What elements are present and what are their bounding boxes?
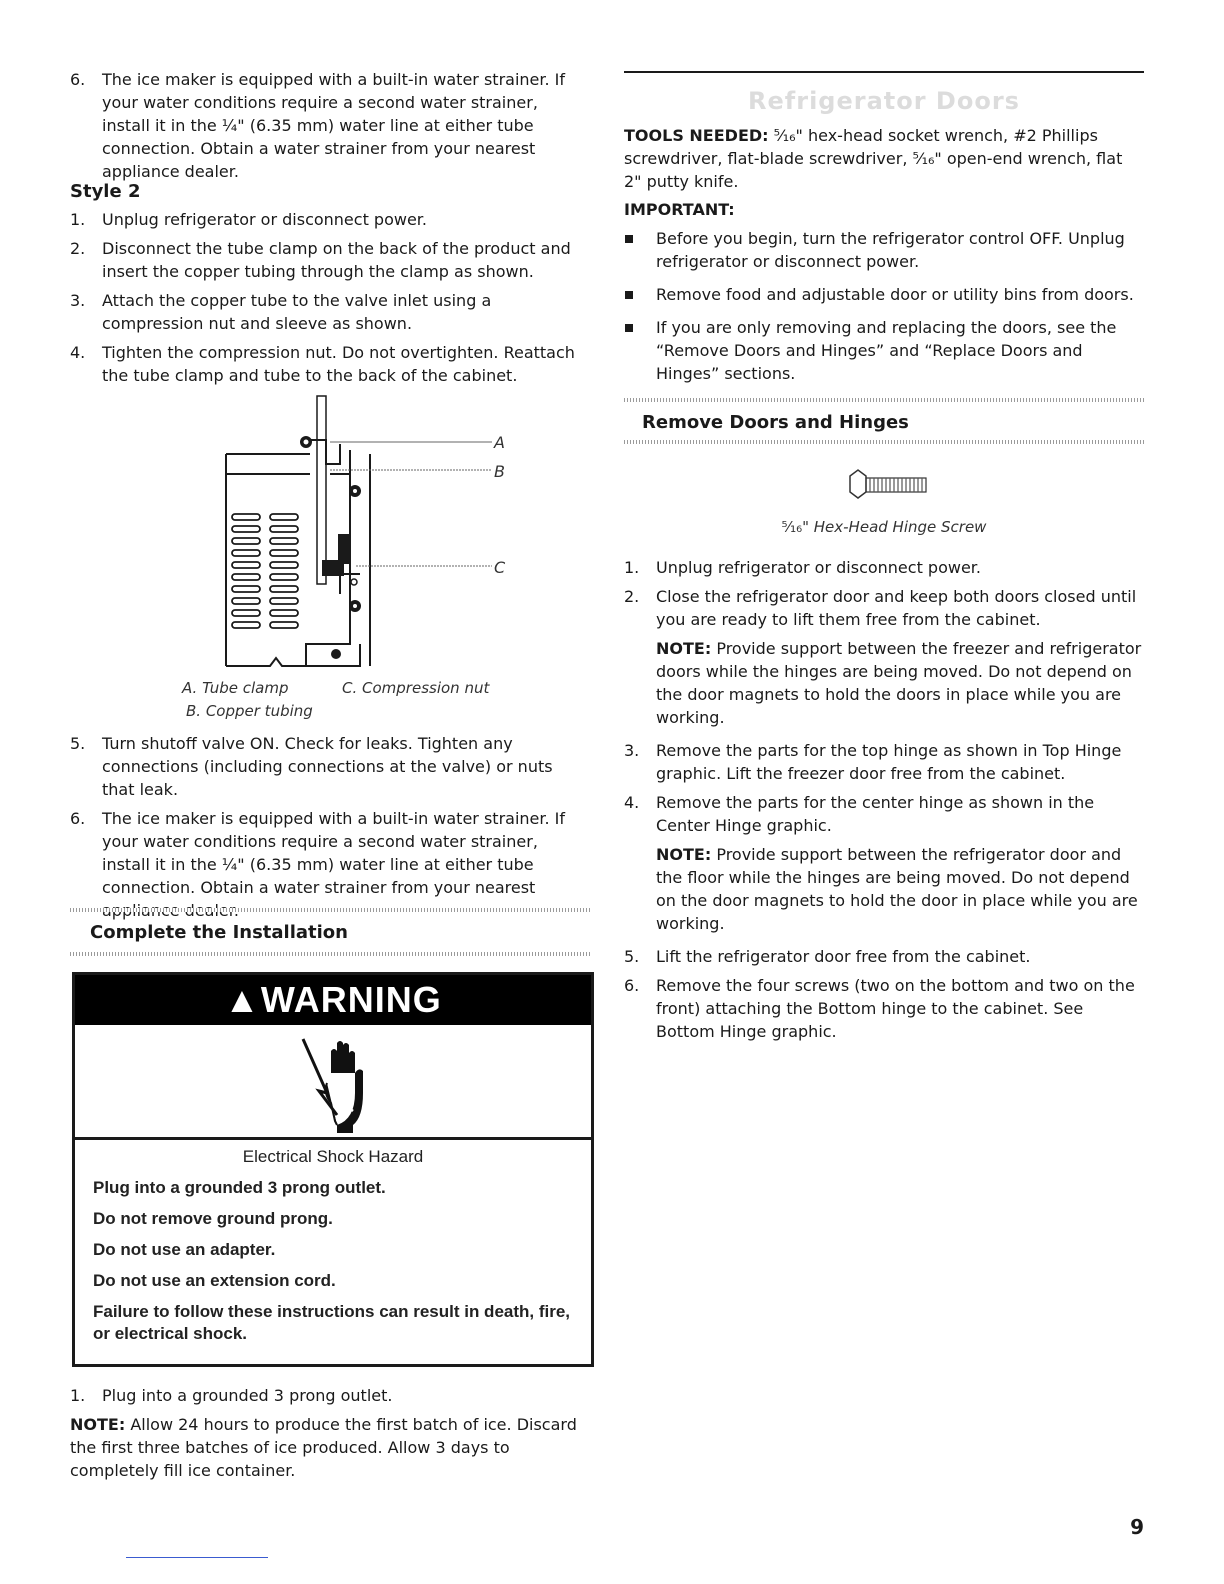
important-label: IMPORTANT: <box>624 200 735 219</box>
list-item-note: NOTE: Provide support between the refrigerator door and the floor while the hinges are being moved. Do not depend on the door magnets to hold the door in place while you are working. <box>656 845 1138 933</box>
warning-body <box>75 1140 591 1364</box>
list-item: 6. The ice maker is equipped with a built-in water strainer. If your water conditions require a second water strainer, install it in the ¼" (6.35 mm) water line at either tube connection. Obtain a water strainer from your nearest appliance dealer. <box>70 70 566 181</box>
hazard-title: Electrical Shock Hazard <box>242 1147 424 1166</box>
caption-c: C. Compression nut <box>342 679 490 697</box>
list-item: 6. The ice maker is equipped with a built-in water strainer. If your water conditions require a second water strainer, install it in the ¼" (6.35 mm) water line at either tube connection. Obtain a water strainer from your nearest <box>70 809 566 897</box>
caption-a: A. Tube clamp <box>182 679 289 697</box>
label-b: B <box>494 462 505 481</box>
footer-line <box>126 1557 268 1558</box>
remove-doors-section <box>624 398 1144 446</box>
list-item: 1. Plug into a grounded 3 prong outlet. <box>70 1386 393 1405</box>
style2-heading: Style 2 <box>70 181 141 202</box>
section-heading: Complete the Installation <box>90 922 348 943</box>
list-item: 6. Remove the four screws (two on the bottom and two on the front) attaching the Bottom hinge to the cabinet. See Bottom Hinge graphic. <box>624 976 1135 1041</box>
screw-caption: ⁵⁄₁₆" Hex-Head Hinge Screw <box>781 518 987 536</box>
valve-diagram-icon <box>210 394 530 674</box>
tools-needed: TOOLS NEEDED: ⁵⁄₁₆" hex-head socket wrench, #2 Phillips screwdriver, flat-blade screwdriver, ⁵⁄₁₆" open-end wrench, flat 2" putty knife. <box>624 126 1123 191</box>
list-item: 5. Turn shutoff valve ON. Check for leaks. Tighten any connections (including connections at the valve) or nuts that leak. <box>70 734 553 799</box>
warning-box <box>72 972 594 1367</box>
warning-line: Do not remove ground prong. <box>93 1209 333 1228</box>
tube-clamp-figure <box>210 394 530 674</box>
bullet-item: Before you begin, turn the refrigerator control OFF. Unplug refrigerator or disconnect power. <box>624 227 1144 273</box>
list-item: 1. Unplug refrigerator or disconnect power. <box>624 558 981 577</box>
list-item: 1. Unplug refrigerator or disconnect power. <box>70 210 427 229</box>
complete-installation-section <box>70 908 590 956</box>
warning-line: Plug into a grounded 3 prong outlet. <box>93 1178 386 1197</box>
bullet-item: Remove food and adjustable door or utility bins from doors. <box>624 283 1144 306</box>
list-item-note: NOTE: Provide support between the freezer and refrigerator doors while the hinges are being moved. Do not depend on the door magnets to hold the doors in place while you are working. <box>656 639 1142 727</box>
page-title: Refrigerator Doors <box>748 87 1020 115</box>
caption-b: B. Copper tubing <box>186 702 313 720</box>
page-number: 9 <box>1130 1515 1144 1539</box>
hex-screw-icon <box>844 466 934 502</box>
list-item: 5. Lift the refrigerator door free from the cabinet. <box>624 947 1031 966</box>
warning-header: ▲WARNING <box>75 975 591 1025</box>
list-item: 3. Attach the copper tube to the valve inlet using a compression nut and sleeve as shown. <box>70 291 492 333</box>
section-heading: Remove Doors and Hinges <box>642 412 909 433</box>
warning-triangle-icon: ▲ <box>224 979 261 1020</box>
note-paragraph: NOTE: Allow 24 hours to produce the first batch of ice. Discard the first three batches of ice produced. Allow 3 days to completely fill ice container. <box>70 1415 577 1480</box>
list-item: 2. Close the refrigerator door and keep both doors closed until you are ready to lift them free from the cabinet. <box>624 587 1137 629</box>
list-item: 4. Remove the parts for the center hinge as shown in the Center Hinge graphic. <box>624 793 1095 835</box>
list-item: 3. Remove the parts for the top hinge as shown in Top Hinge graphic. Lift the freezer door free from the cabinet. <box>624 741 1122 783</box>
bullet-item: If you are only removing and replacing the doors, see the “Remove Doors and Hinges” and “Replace Doors and Hinges” sections. <box>624 316 1144 385</box>
list-item: 2. Disconnect the tube clamp on the back of the product and insert the copper tubing through the clamp as shown. <box>70 239 571 281</box>
label-c: C <box>494 558 506 577</box>
warning-line: Do not use an extension cord. <box>93 1271 336 1290</box>
label-a: A <box>494 433 505 452</box>
list-item: 4. Tighten the compression nut. Do not overtighten. Reattach the tube clamp and tube to the back of the cabinet. <box>70 343 575 385</box>
shock-hazard-icon <box>75 1025 591 1140</box>
warning-line: Failure to follow these instructions can result in death, fire, or electrical shock. <box>93 1302 571 1343</box>
warning-line: Do not use an adapter. <box>93 1240 276 1259</box>
list-item-text: The ice maker is equipped with a built-in water strainer. If your water conditions require a second water strainer, install it in the ¼" (6.35 mm) water line at either tube connection. Obtain a water strainer from your nearest appliance dealer. <box>102 70 566 181</box>
